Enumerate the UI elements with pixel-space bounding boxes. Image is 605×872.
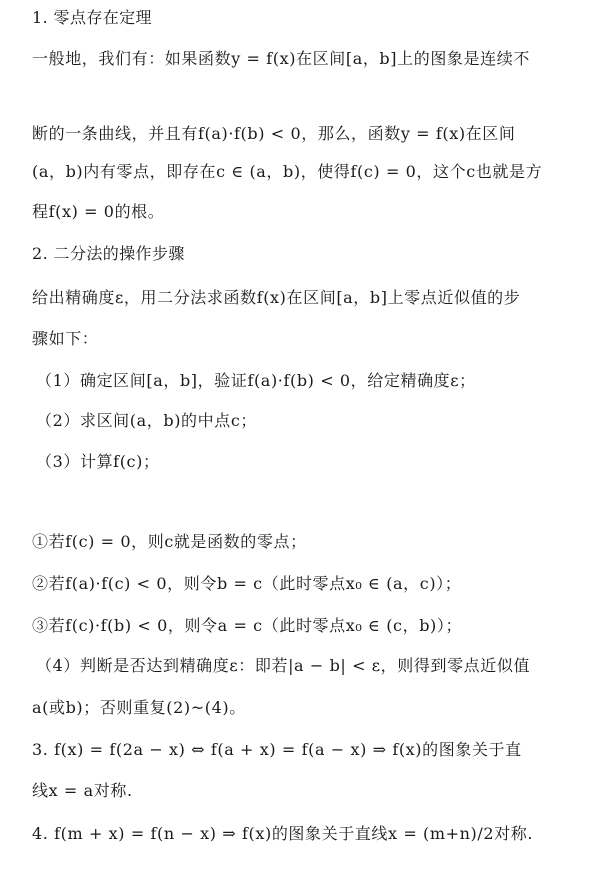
step-2: （2）求区间(a，b)的中点c；: [36, 411, 258, 430]
heading-zero-point-theorem: 1. 零点存在定理: [32, 8, 152, 27]
step-4-line-1: （4）判断是否达到精确度ε：即若|a − b| < ε，则得到零点近似值: [36, 656, 531, 675]
case-1: ①若f(c) = 0，则c就是函数的零点；: [32, 532, 307, 551]
theorem-text-line-1: 一般地，我们有：如果函数y = f(x)在区间[a，b]上的图象是连续不: [32, 49, 530, 68]
step-3: （3）计算f(c)；: [36, 452, 160, 471]
theorem-text-line-2: 断的一条曲线，并且有f(a)·f(b) < 0，那么，函数y = f(x)在区间: [32, 124, 516, 143]
bisection-intro-line-2: 骤如下：: [32, 329, 99, 348]
property-4: 4. f(m + x) = f(n − x) ⇒ f(x)的图象关于直线x = (m+n)/2对称.: [32, 824, 534, 843]
case-2: ②若f(a)·f(c) < 0，则令b = c（此时零点x₀ ∈ (a，c)）；: [32, 574, 462, 593]
step-1: （1）确定区间[a，b]，验证f(a)·f(b) < 0，给定精确度ε；: [36, 371, 476, 390]
heading-bisection-steps: 2. 二分法的操作步骤: [32, 244, 185, 263]
property-3-line-1: 3. f(x) = f(2a − x) ⇔ f(a + x) = f(a − x) ⇒ f(x)的图象关于直: [32, 740, 522, 759]
step-4-line-2: a(或b)；否则重复(2)~(4)。: [32, 698, 246, 717]
theorem-text-line-3: (a，b)内有零点，即存在c ∈ (a，b)，使得f(c) = 0，这个c也就是方: [32, 162, 543, 181]
bisection-intro-line-1: 给出精确度ε，用二分法求函数f(x)在区间[a，b]上零点近似值的步: [32, 288, 521, 307]
property-3-line-2: 线x = a对称.: [32, 781, 133, 800]
case-3: ③若f(c)·f(b) < 0，则令a = c（此时零点x₀ ∈ (c，b)）；: [32, 616, 463, 635]
theorem-text-line-4: 程f(x) = 0的根。: [32, 202, 165, 221]
